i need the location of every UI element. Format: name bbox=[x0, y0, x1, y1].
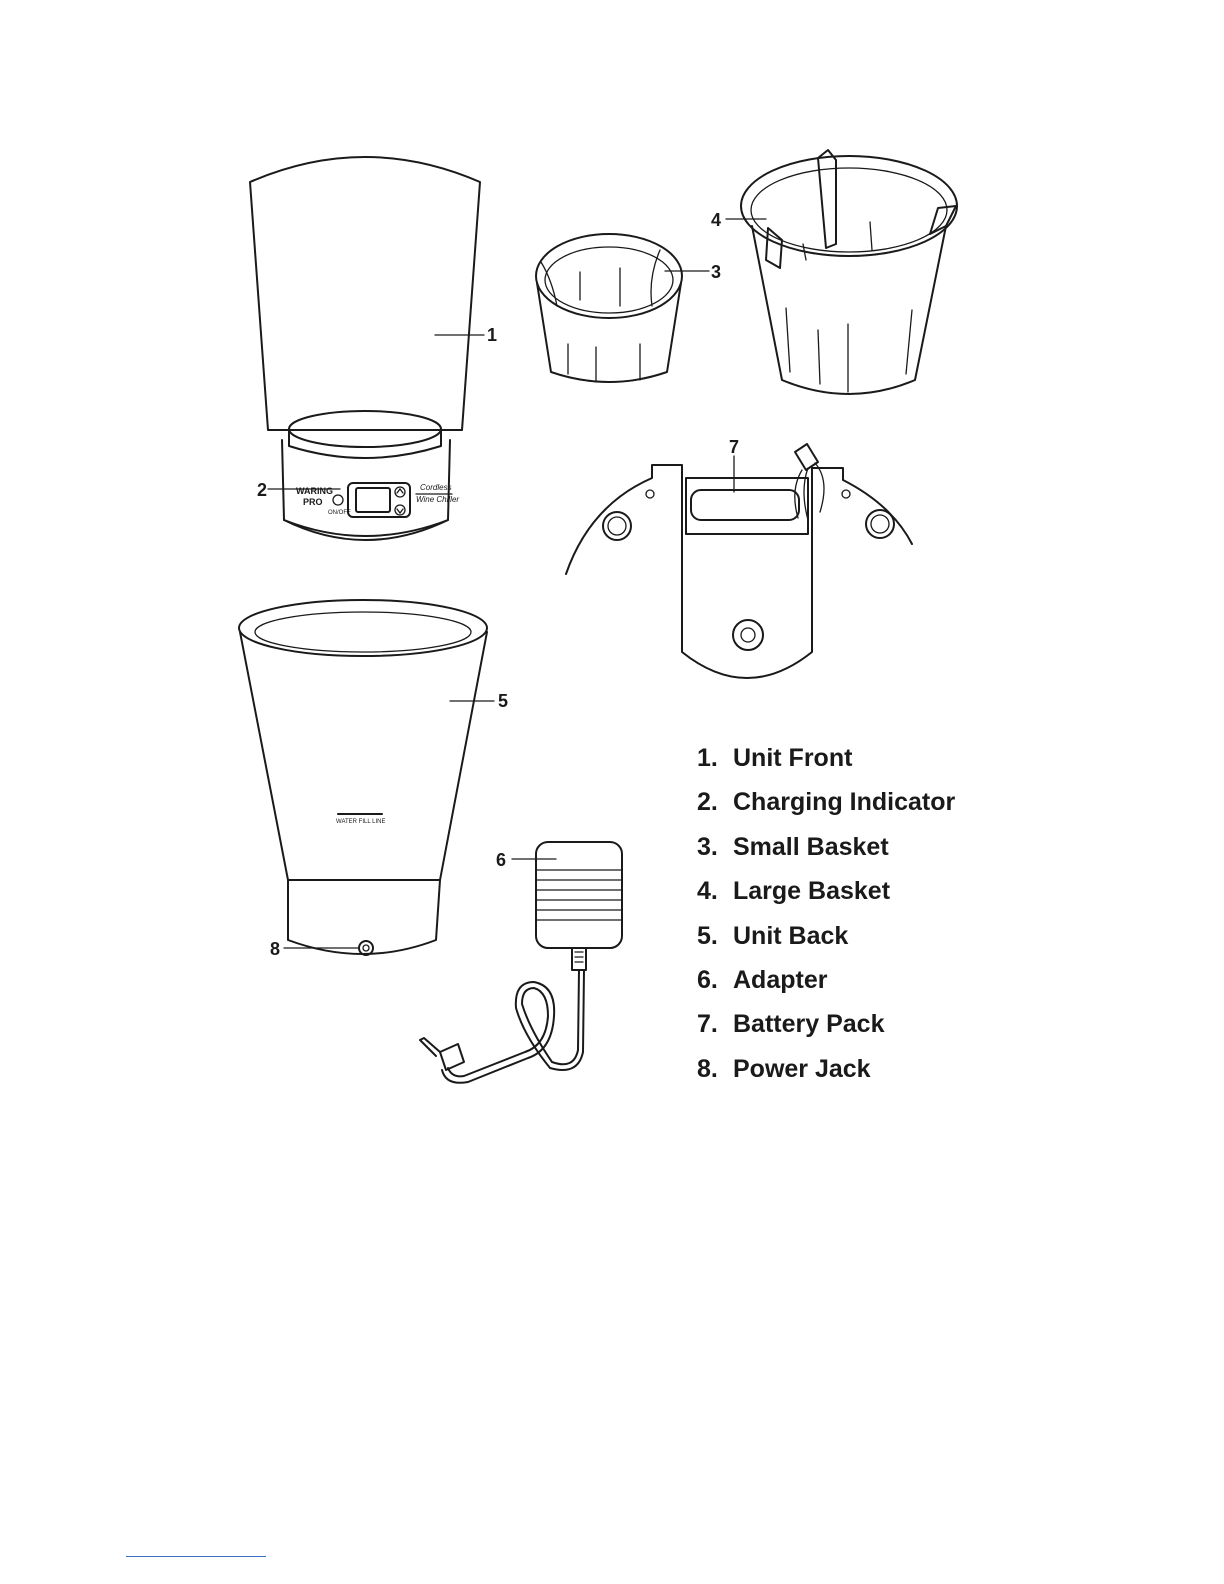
legend-item bbox=[697, 780, 955, 824]
legend-number: 5. bbox=[697, 921, 718, 950]
legend-item bbox=[697, 958, 955, 1002]
legend-item bbox=[697, 1047, 955, 1091]
power-jack-icon bbox=[359, 941, 373, 955]
on-off-button-label: ON/OFF bbox=[328, 510, 351, 516]
legend-number: 2. bbox=[697, 788, 718, 817]
product-line-1: Cordless bbox=[420, 483, 452, 492]
legend-number: 8. bbox=[697, 1054, 718, 1083]
legend-number: 6. bbox=[697, 965, 718, 994]
callout-3: 3 bbox=[711, 262, 722, 282]
legend-number: 4. bbox=[697, 877, 718, 906]
parts-legend bbox=[697, 736, 955, 1091]
legend-label: Charging Indicator bbox=[733, 788, 956, 817]
small-basket-illustration bbox=[536, 234, 682, 382]
unit-back-illustration bbox=[239, 600, 487, 955]
brand-line-1: WARING bbox=[296, 486, 333, 496]
legend-item bbox=[697, 914, 955, 958]
callout-8: 8 bbox=[270, 939, 281, 959]
legend-number: 1. bbox=[697, 744, 718, 772]
callout-4: 4 bbox=[711, 210, 722, 230]
legend-label: Unit Front bbox=[733, 744, 853, 772]
legend-item bbox=[697, 869, 955, 913]
legend-item bbox=[697, 1002, 955, 1046]
legend-label: Unit Back bbox=[733, 921, 849, 950]
large-basket-illustration bbox=[741, 150, 957, 394]
legend-item bbox=[697, 736, 955, 780]
callout-2: 2 bbox=[257, 480, 268, 500]
brand-line-2: PRO bbox=[303, 497, 323, 507]
adapter-illustration bbox=[420, 842, 622, 1083]
callout-1: 1 bbox=[487, 325, 498, 345]
legend-label: Adapter bbox=[733, 965, 828, 994]
legend-label: Power Jack bbox=[733, 1054, 871, 1083]
legend-number: 3. bbox=[697, 832, 718, 861]
callout-6: 6 bbox=[496, 850, 507, 870]
legend-item bbox=[697, 825, 955, 869]
battery-pack-illustration bbox=[566, 444, 912, 678]
footer-rule bbox=[126, 1556, 266, 1557]
legend-label: Battery Pack bbox=[733, 1010, 885, 1039]
callout-7: 7 bbox=[729, 437, 740, 457]
product-line-2: Wine Chiller bbox=[416, 495, 460, 504]
legend-label: Large Basket bbox=[733, 877, 891, 906]
water-fill-line-label: WATER FILL LINE bbox=[336, 819, 386, 825]
legend-number: 7. bbox=[697, 1010, 718, 1039]
leader-lines bbox=[268, 219, 766, 948]
callout-5: 5 bbox=[498, 691, 509, 711]
unit-front-illustration bbox=[250, 157, 480, 540]
legend-label: Small Basket bbox=[733, 832, 889, 861]
